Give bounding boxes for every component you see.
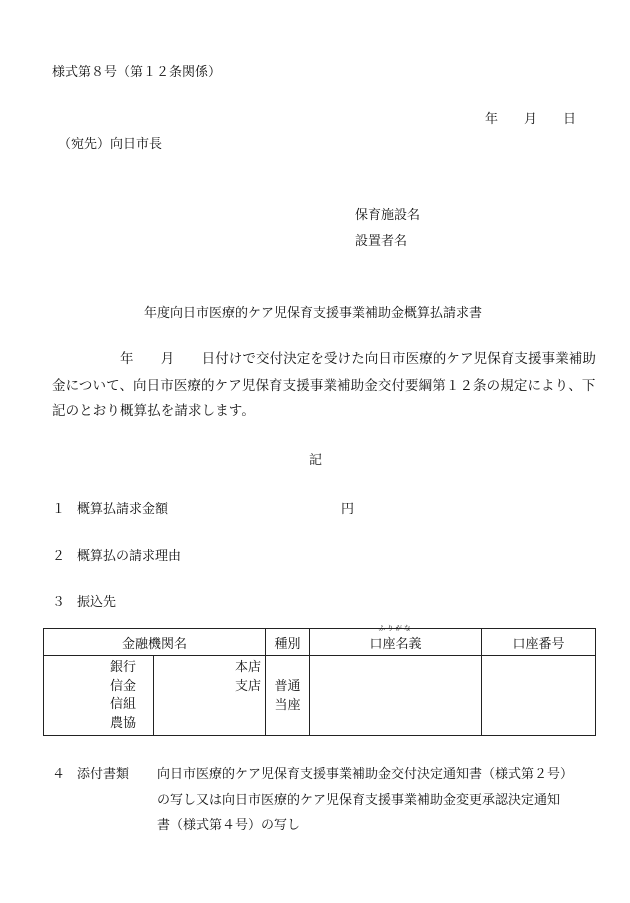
item-4-number: ４ [52,767,66,782]
financial-institution-cell[interactable] [44,656,266,736]
bank-account-table [43,623,596,736]
account-type-ordinary: 普通 [274,679,301,694]
item-1-label: 概算払請求金額 [77,502,169,517]
item-4-text-line-2: の写し又は向日市医療的ケア児保育支援事業補助金変更承認決定通知 [157,793,561,808]
ki-heading: 記 [309,453,323,468]
account-holder-label: 口座名義 [369,636,422,652]
institution-type-shinkumi: 信組 [110,697,137,712]
item-1-unit: 円 [341,502,355,517]
item-4-text-line-1: 向日市医療的ケア児保育支援事業補助金交付決定通知書（様式第２号） [157,767,574,782]
item-2-number: ２ [52,549,66,564]
table-body-row [44,656,596,736]
account-type-cell[interactable] [266,656,310,736]
body-paragraph-line-2: 金について、向日市医療的ケア児保育支援事業補助金交付要綱第１２条の規定により、下 [52,378,596,394]
addressee: （宛先）向日市長 [58,137,163,152]
document-title: 年度向日市医療的ケア児保育支援事業補助金概算払請求書 [144,306,483,321]
table-header-row [44,629,596,656]
branch-type-branch: 支店 [234,678,261,694]
account-holder-ruby: ふりがな [378,623,413,632]
item-2-label: 概算払の請求理由 [77,549,182,564]
account-holder-ruby-wrapper [369,623,422,652]
account-type-current: 当座 [274,697,301,713]
body-paragraph-line-3: 記のとおり概算払を請求します。 [52,403,255,419]
branch-type-column [154,656,265,735]
founder-name-label: 設置者名 [355,234,408,249]
header-account-number: 口座番号 [482,629,596,656]
institution-type-bank: 銀行 [110,660,137,675]
item-3-label: 振込先 [77,595,117,610]
facility-name-label: 保育施設名 [355,208,421,223]
item-4-label: 添付書類 [77,767,130,782]
account-number-cell[interactable] [482,656,596,736]
form-number: 様式第８号（第１２条関係） [52,65,222,80]
header-financial-institution: 金融機関名 [44,629,266,656]
item-3-number: ３ [52,595,66,610]
item-4-text-line-3: 書（様式第４号）の写し [157,818,301,833]
account-holder-cell[interactable] [310,656,482,736]
date-line: 年 月 日 [485,112,577,127]
institution-type-nokyo: 農協 [110,715,137,731]
body-paragraph-line-1: 年 月 日付けで交付決定を受けた向日市医療的ケア児保育支援事業補助 [52,351,596,367]
header-account-holder [310,623,482,656]
header-account-type: 種別 [266,629,310,656]
item-1-number: １ [52,502,66,517]
institution-type-column [44,656,154,735]
branch-type-head-office: 本店 [234,660,261,675]
institution-type-shinkin: 信金 [110,678,137,694]
